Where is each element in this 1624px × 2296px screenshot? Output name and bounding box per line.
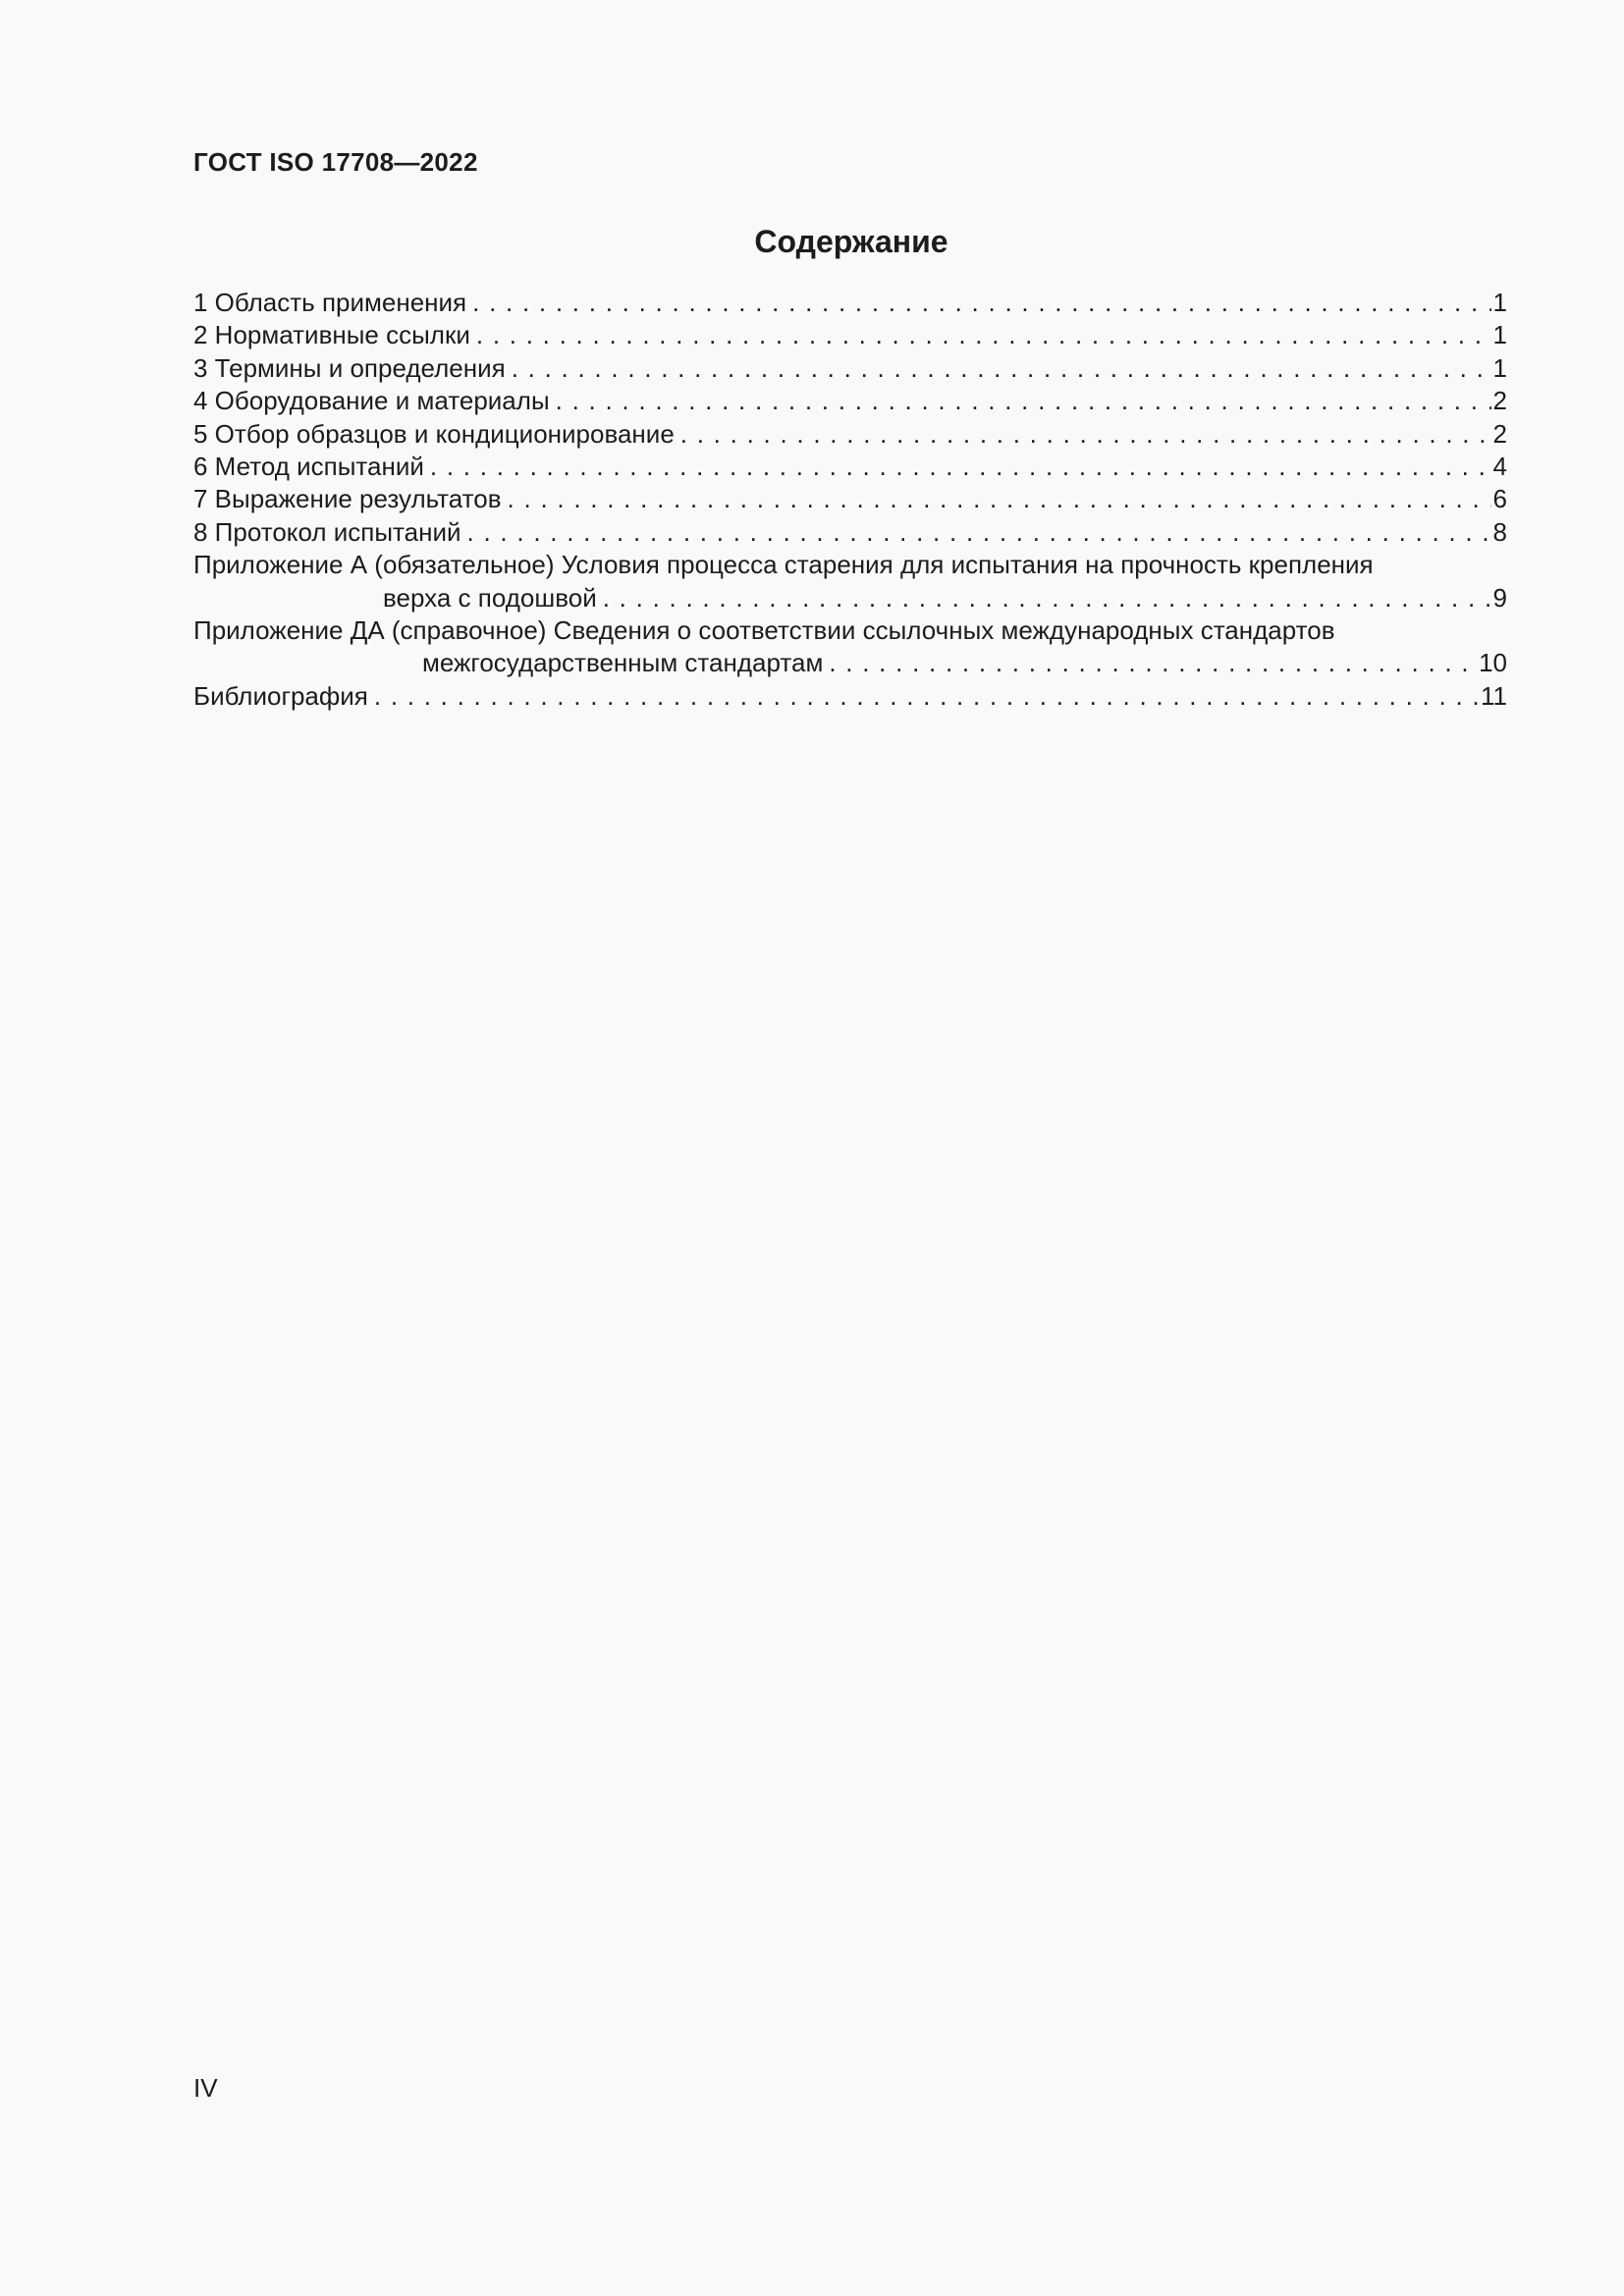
toc-entry[interactable] [193,483,1507,515]
toc-entry-page: 8 [1492,516,1507,547]
toc-entry-appendix-da-line1[interactable] [193,614,1507,647]
toc-entry-text: 7 Выражение результатов [193,484,502,514]
toc-entry-text: 5 Отбор образцов и кондиционирование [193,418,675,449]
toc-entry-page: 9 [1492,582,1507,613]
toc-entry[interactable] [193,680,1507,713]
document-header: ГОСТ ISO 17708—2022 [193,147,478,177]
toc-entry-appendix-da-line2[interactable] [193,647,1507,679]
toc-title: Содержание [754,224,948,259]
toc-entry-page: 1 [1492,288,1507,317]
toc-entry-text: Библиография [193,680,368,711]
toc-entry[interactable] [193,319,1507,351]
toc-leader-dots [512,352,1491,385]
toc-entry[interactable] [193,516,1507,549]
toc-leader-dots [472,287,1490,319]
toc-leader-dots [556,385,1491,417]
toc-entry-text: верха с подошвой [383,582,597,613]
toc-leader-dots [476,319,1491,351]
page-number: IV [193,2073,218,2103]
toc-entry-text: 4 Оборудование и материалы [193,386,550,416]
toc-leader-dots [680,418,1491,451]
toc-entry[interactable] [193,352,1507,385]
toc-entry-text: межгосударственным стандартам [422,648,824,678]
toc-entry-page: 2 [1492,386,1507,416]
toc-entry-text: Приложение А (обязательное) Условия процесса старения для испытания на прочность крепления [193,550,1374,580]
toc-entry-page: 4 [1492,452,1507,482]
toc-entry-appendix-a-line2[interactable] [193,582,1507,614]
toc-leader-dots [508,483,1491,515]
toc-entry[interactable] [193,385,1507,417]
toc-entry[interactable] [193,418,1507,451]
toc-leader-dots [430,451,1491,483]
toc-entry-page: 11 [1481,680,1507,711]
toc-entry[interactable] [193,287,1507,319]
toc-entry-page: 10 [1479,648,1507,678]
toc-entry-appendix-a-line1[interactable] [193,549,1507,581]
toc-entry-page: 1 [1492,352,1507,383]
toc-leader-dots [603,582,1491,614]
toc-entry-text: 1 Область применения [193,288,467,317]
toc-leader-dots [467,516,1491,549]
toc-entry-page: 6 [1492,484,1507,514]
table-of-contents [193,287,1507,713]
toc-entry-text: 2 Нормативные ссылки [193,320,470,350]
toc-entry-text: 3 Термины и определения [193,352,506,383]
toc-entry-text: 8 Протокол испытаний [193,516,461,547]
toc-entry-page: 2 [1492,418,1507,449]
toc-leader-dots [829,647,1477,679]
toc-entry-text: 6 Метод испытаний [193,452,424,482]
toc-entry-page: 1 [1492,320,1507,350]
toc-entry-text: Приложение ДА (справочное) Сведения о соответствии ссылочных международных стандартов [193,615,1335,646]
toc-entry[interactable] [193,451,1507,483]
toc-leader-dots [374,680,1479,713]
